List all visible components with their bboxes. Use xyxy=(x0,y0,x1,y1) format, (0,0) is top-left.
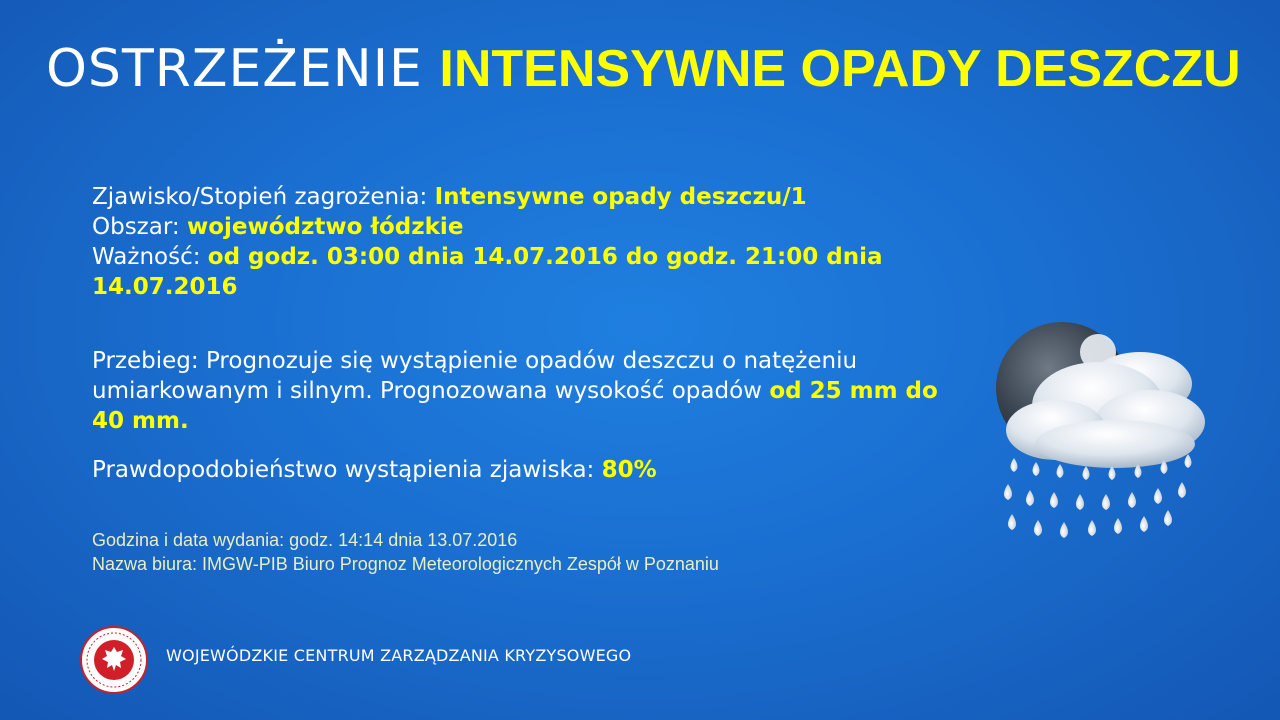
warning-title xyxy=(46,34,1246,104)
issue-info xyxy=(92,528,852,576)
warning-details xyxy=(92,182,952,302)
course-text: Prognozuje się wystąpienie opadów deszczu o natężeniu umiarkowanym i silnym. Prognozowana wysokość opadów xyxy=(92,348,858,404)
moon-cloud-rain-icon xyxy=(990,322,1210,552)
course-label: Przebieg: xyxy=(92,348,206,374)
phenomenon-label: Zjawisko/Stopień zagrożenia: xyxy=(92,184,435,210)
issue-office: Nazwa biura: IMGW-PIB Biuro Prognoz Meteorologicznych Zespół w Poznaniu xyxy=(92,554,719,574)
area-value: województwo łódzkie xyxy=(186,214,464,240)
course-description xyxy=(92,346,972,436)
probability-row xyxy=(92,455,972,485)
phenomenon-row xyxy=(92,182,952,212)
issue-datetime: Godzina i data wydania: godz. 14:14 dnia 13.07.2016 xyxy=(92,530,518,550)
warning-title-highlight: INTENSYWNE OPADY DESZCZU xyxy=(439,40,1241,98)
probability-value: 80% xyxy=(601,457,657,483)
phenomenon-value: Intensywne opady deszczu/1 xyxy=(434,184,807,210)
area-row xyxy=(92,212,952,242)
validity-label: Ważność: xyxy=(92,244,208,270)
validity-row xyxy=(92,242,952,302)
course-value: od 25 mm do 40 mm. xyxy=(92,378,938,434)
probability-label: Prawdopodobieństwo wystąpienia zjawiska: xyxy=(92,457,602,483)
footer-label: WOJEWÓDZKIE CENTRUM ZARZĄDZANIA KRYZYSOWEGO xyxy=(166,646,632,665)
warning-title-prefix: OSTRZEŻENIE xyxy=(46,39,423,99)
validity-value: od godz. 03:00 dnia 14.07.2016 do godz. 21:00 dnia 14.07.2016 xyxy=(92,244,883,300)
area-label: Obszar: xyxy=(92,214,187,240)
polish-eagle-emblem-icon xyxy=(80,626,148,694)
